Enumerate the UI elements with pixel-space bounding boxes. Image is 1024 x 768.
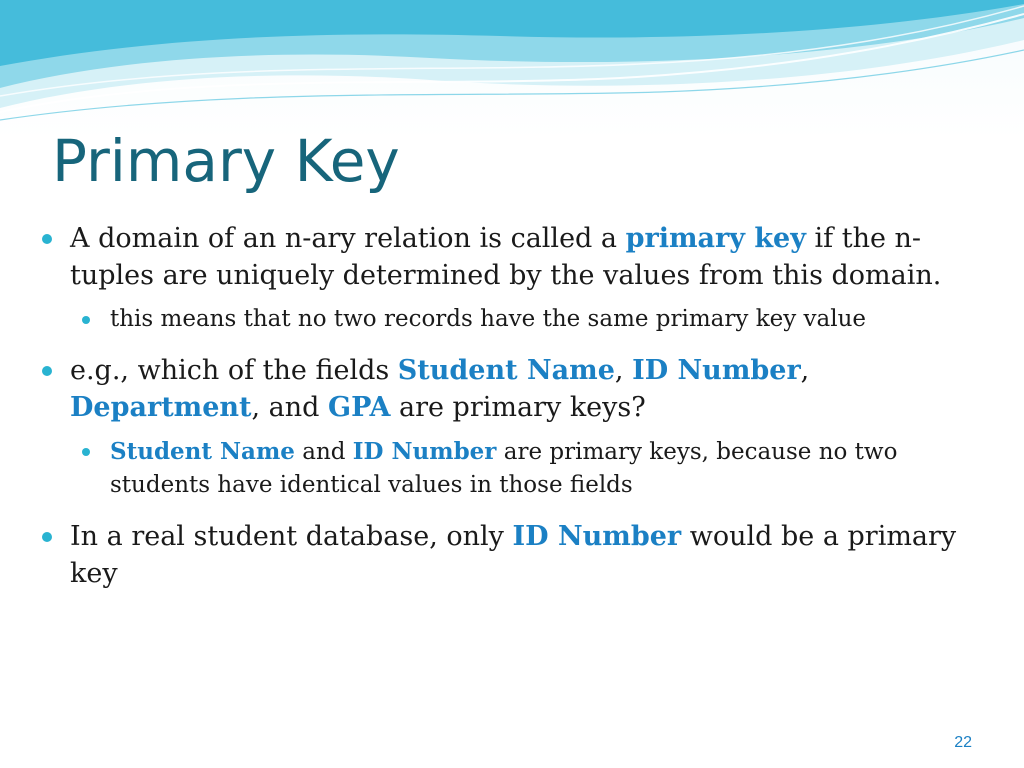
sub-bullet-example-answer (80, 435, 985, 502)
bullet-text: A domain of an n-ary relation is called a (70, 223, 626, 254)
keyword-id-number: ID Number (512, 521, 682, 552)
sub-bullet-text: are primary keys, because no two students have identical values in those fields (110, 439, 898, 498)
keyword-id-number: ID Number (352, 438, 497, 465)
keyword-gpa: GPA (328, 392, 391, 423)
slide-title: Primary Key (52, 127, 400, 195)
keyword-student-name: Student Name (110, 438, 295, 465)
bullet-text: In a real student database, only (70, 521, 513, 552)
sub-bullet-no-duplicate-keys (80, 303, 985, 336)
bullet-text: would be a primary key (70, 521, 957, 589)
bullet-text: e.g., which of the fields (70, 355, 398, 386)
bullet-text: , (614, 355, 633, 386)
page-number: 22 (954, 734, 972, 751)
slide-content (40, 220, 985, 601)
sub-bullet-text: this means that no two records have the same primary key value (110, 306, 867, 332)
sub-bullet-text: and (294, 439, 353, 465)
keyword-id-number: ID Number (632, 355, 801, 386)
bullet-text: , and (251, 392, 329, 423)
bullet-text: , (800, 355, 810, 386)
bullet-text: are primary keys? (390, 392, 646, 423)
decorative-wave-header (0, 0, 1024, 130)
bullet-text: if the n-tuples are uniquely determined by the values from this domain. (70, 223, 942, 291)
keyword-department: Department (70, 392, 252, 423)
keyword-student-name: Student Name (397, 355, 615, 386)
keyword-primary-key: primary key (625, 223, 806, 254)
bullet-real-database (40, 518, 985, 592)
bullet-example-question (40, 352, 985, 426)
bullet-primary-key-definition (40, 220, 985, 294)
